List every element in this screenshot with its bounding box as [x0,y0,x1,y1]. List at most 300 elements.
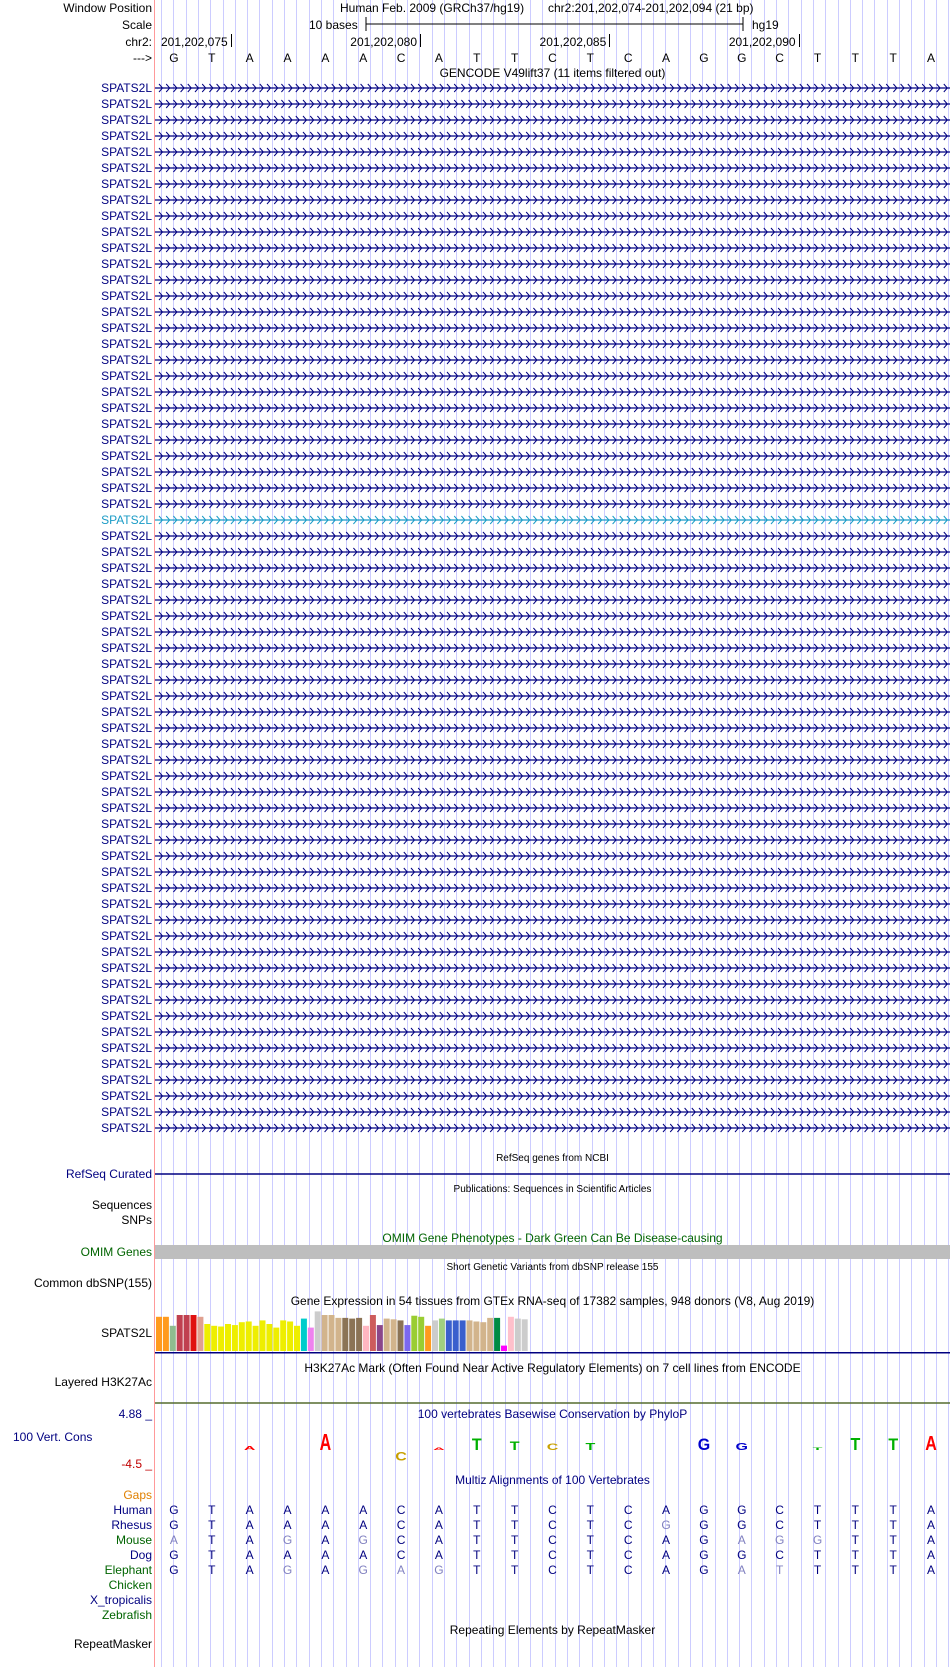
gtex-tissue-bar[interactable] [211,1326,217,1351]
gencode-gene-label[interactable]: SPATS2L [101,1009,152,1023]
gencode-transcript[interactable] [155,337,950,351]
multiz-base: A [321,1518,330,1532]
multiz-track-title: Multiz Alignments of 100 Vertebrates [455,1473,650,1487]
multiz-base: T [851,1503,860,1517]
multiz-base: G [169,1518,179,1532]
gencode-gene-label[interactable]: SPATS2L [101,929,152,943]
gtex-tissue-bar[interactable] [266,1324,272,1351]
gtex-tissue-bar[interactable] [197,1317,203,1351]
gtex-tissue-bar[interactable] [508,1317,514,1351]
gtex-tissue-bar[interactable] [260,1320,266,1351]
conservation-logo-letter: A [319,1430,332,1456]
multiz-base: A [434,1503,443,1517]
gencode-transcript[interactable] [155,145,950,159]
gtex-tissue-bar[interactable] [239,1322,245,1351]
gtex-tissue-bar[interactable] [439,1319,445,1351]
gencode-gene-label[interactable]: SPATS2L [101,657,152,671]
gencode-transcript[interactable] [155,705,950,719]
gencode-transcript[interactable] [155,401,950,415]
gencode-gene-label[interactable]: SPATS2L [101,129,152,143]
multiz-base: A [321,1533,330,1547]
gencode-transcript[interactable] [155,129,950,143]
gencode-transcript[interactable] [155,465,950,479]
scale-label: Scale [121,18,152,32]
gencode-transcript[interactable] [155,609,950,623]
chrom-label: chr2: [125,35,152,49]
conservation-logo-letter: A [925,1431,937,1455]
gencode-gene-label[interactable]: SPATS2L [101,1121,152,1135]
publications-snps-label[interactable]: SNPs [121,1213,152,1227]
gencode-gene-label[interactable]: SPATS2L [101,1105,152,1119]
gencode-gene-label[interactable]: SPATS2L [101,673,152,687]
multiz-base: G [282,1533,293,1547]
multiz-base: T [510,1503,519,1517]
gencode-transcript[interactable] [155,849,950,863]
gtex-tissue-bar[interactable] [163,1317,169,1351]
gencode-transcript[interactable] [155,977,950,991]
multiz-base: A [359,1548,368,1562]
gtex-tissue-bar[interactable] [446,1320,452,1351]
multiz-base: T [586,1503,595,1517]
ruler-tick-mark [231,34,232,47]
gencode-transcript[interactable] [155,769,950,783]
gencode-transcript[interactable] [155,1105,950,1119]
layered-h3k27ac-label[interactable]: Layered H3K27Ac [54,1375,152,1389]
gtex-tissue-bar[interactable] [218,1327,224,1351]
multiz-species-label[interactable]: Human [113,1503,152,1517]
gtex-tissue-bar[interactable] [398,1320,404,1351]
gtex-tissue-bar[interactable] [253,1326,259,1351]
multiz-base: T [586,1518,595,1532]
multiz-species-label[interactable]: Rhesus [111,1518,152,1532]
multiz-base: A [662,1533,671,1547]
gencode-gene-label[interactable]: SPATS2L [101,961,152,975]
refseq-curated-label[interactable]: RefSeq Curated [65,1167,152,1181]
gencode-gene-label[interactable]: SPATS2L [101,113,152,127]
multiz-base: A [662,1548,671,1562]
gencode-gene-label[interactable]: SPATS2L [101,241,152,255]
gencode-gene-label[interactable]: SPATS2L [101,305,152,319]
gencode-gene-label[interactable]: SPATS2L [101,321,152,335]
conservation-logo-letter: T [585,1440,596,1453]
gtex-tissue-bar[interactable] [349,1319,355,1351]
gtex-gene-label[interactable]: SPATS2L [101,1326,152,1340]
gencode-transcript[interactable] [155,785,950,799]
gencode-gene-label[interactable]: SPATS2L [101,801,152,815]
gtex-tissue-bar[interactable] [156,1317,162,1351]
multiz-base: A [245,1503,254,1517]
gencode-transcript[interactable] [155,529,950,543]
multiz-base: T [586,1563,595,1577]
sequence-base: A [359,51,368,65]
gencode-gene-label[interactable]: SPATS2L [101,145,152,159]
gencode-gene-label[interactable]: SPATS2L [101,913,152,927]
gencode-gene-label[interactable]: SPATS2L [101,625,152,639]
db-text: hg19 [752,18,779,32]
gencode-gene-label[interactable]: SPATS2L [101,1025,152,1039]
gtex-tissue-bar[interactable] [315,1311,321,1351]
gencode-gene-label[interactable]: SPATS2L [101,753,152,767]
gencode-gene-label[interactable]: SPATS2L [101,849,152,863]
gtex-tissue-bar[interactable] [335,1318,341,1351]
gencode-gene-label[interactable]: SPATS2L [101,993,152,1007]
gencode-gene-label[interactable]: SPATS2L [101,865,152,879]
gencode-transcript[interactable] [155,369,950,383]
multiz-base: T [889,1533,897,1547]
gencode-gene-label[interactable]: SPATS2L [101,1057,152,1071]
sequence-base: G [737,51,747,65]
multiz-base: T [851,1563,860,1577]
gtex-tissue-bar[interactable] [487,1318,493,1351]
gtex-tissue-bar[interactable] [377,1325,383,1351]
gencode-transcript[interactable] [155,417,950,431]
gtex-tissue-bar[interactable] [280,1320,286,1351]
multiz-base: G [661,1518,671,1532]
conservation-logo-letter: T [888,1435,899,1455]
multiz-base: A [662,1503,671,1517]
multiz-base: T [889,1548,897,1562]
gencode-gene-label[interactable]: SPATS2L [101,257,152,271]
gencode-transcript[interactable] [155,113,950,127]
gencode-transcript[interactable] [155,993,950,1007]
gtex-tissue-bar[interactable] [322,1315,328,1351]
multiz-base: T [813,1548,822,1562]
gencode-transcript[interactable] [155,721,950,735]
dbsnp-track-title: Short Genetic Variants from dbSNP release 155 [446,1262,659,1273]
gencode-transcript[interactable] [155,497,950,511]
gencode-transcript[interactable] [155,449,950,463]
gencode-transcript[interactable] [155,1073,950,1087]
gencode-transcript[interactable] [155,817,950,831]
multiz-base: A [321,1548,330,1562]
ruler-tick-label: 201,202,075 [160,35,228,49]
omim-track-title: OMIM Gene Phenotypes - Dark Green Can Be Disease-causing [382,1231,723,1245]
ruler-tick-mark [799,34,800,47]
gencode-gene-label[interactable]: SPATS2L [101,1041,152,1055]
gtex-tissue-bar[interactable] [391,1319,397,1351]
multiz-base: C [548,1518,557,1532]
multiz-base: A [927,1518,936,1532]
gtex-tissue-bar[interactable] [515,1319,521,1351]
gencode-transcript[interactable] [155,945,950,959]
multiz-base: G [699,1503,709,1517]
gencode-transcript[interactable] [155,1089,950,1103]
sequence-base: T [813,51,822,65]
gencode-gene-label[interactable]: SPATS2L [101,369,152,383]
gencode-gene-label[interactable]: SPATS2L [101,817,152,831]
gencode-transcript[interactable] [155,289,950,303]
gencode-transcript[interactable] [155,641,950,655]
gencode-gene-label[interactable]: SPATS2L [101,785,152,799]
gtex-tissue-bar[interactable] [191,1315,197,1351]
position-text: chr2:201,202,074-201,202,094 (21 bp) [548,1,754,15]
gencode-gene-label[interactable]: SPATS2L [101,545,152,559]
gencode-gene-label[interactable]: SPATS2L [101,449,152,463]
multiz-base: G [812,1533,823,1547]
gtex-tissue-bar[interactable] [473,1321,479,1351]
gtex-tissue-bar[interactable] [418,1317,424,1351]
gtex-tissue-bar[interactable] [294,1326,300,1351]
gtex-tissue-bar[interactable] [363,1326,369,1351]
multiz-base: A [169,1533,178,1547]
gtex-expression-chart[interactable] [155,1305,950,1355]
multiz-base: T [510,1533,519,1547]
gencode-gene-label[interactable]: SPATS2L [101,689,152,703]
multiz-species-label[interactable]: Zebrafish [101,1608,152,1622]
common-dbsnp-label[interactable]: Common dbSNP(155) [33,1276,152,1290]
gencode-transcript[interactable] [155,689,950,703]
gencode-transcript[interactable] [155,833,950,847]
conservation-logo-letter: T [471,1435,482,1455]
multiz-base: C [623,1518,633,1532]
multiz-base: A [283,1503,292,1517]
gencode-transcript[interactable] [155,241,950,255]
gencode-gene-label[interactable]: SPATS2L [101,641,152,655]
gencode-transcript[interactable] [155,321,950,335]
sequence-base: A [283,51,292,65]
gencode-transcript[interactable] [155,353,950,367]
gtex-tissue-bar[interactable] [232,1325,238,1351]
gencode-gene-label[interactable]: SPATS2L [101,977,152,991]
gtex-tissue-bar[interactable] [384,1319,390,1351]
gencode-transcript[interactable] [155,177,950,191]
gencode-gene-label[interactable]: SPATS2L [101,881,152,895]
gencode-gene-label[interactable]: SPATS2L [101,97,152,111]
gtex-tissue-bar[interactable] [370,1315,376,1351]
gencode-transcript[interactable] [155,225,950,239]
gencode-transcript[interactable] [155,561,950,575]
gencode-gene-label[interactable]: SPATS2L [101,273,152,287]
multiz-base: T [586,1548,595,1562]
gencode-transcript[interactable] [155,273,950,287]
gencode-gene-label[interactable]: SPATS2L [101,177,152,191]
multiz-base: T [813,1518,822,1532]
sequence-base: C [548,51,557,65]
gencode-gene-label[interactable]: SPATS2L [101,81,152,95]
sequence-base: T [889,51,897,65]
multiz-species-label[interactable]: Dog [129,1548,152,1562]
multiz-base: G [169,1503,179,1517]
gencode-transcript[interactable] [155,481,950,495]
gencode-gene-label[interactable]: SPATS2L [101,721,152,735]
gtex-tissue-bar[interactable] [404,1325,410,1351]
multiz-base: A [927,1503,936,1517]
gtex-tissue-bar[interactable] [273,1328,279,1351]
gtex-tissue-bar[interactable] [432,1320,438,1351]
gencode-transcript[interactable] [155,161,950,175]
gencode-transcript[interactable] [155,929,950,943]
gtex-tissue-bar[interactable] [204,1324,210,1351]
multiz-base: T [473,1503,481,1517]
gencode-gene-label[interactable]: SPATS2L [101,561,152,575]
multiz-base: A [737,1533,746,1547]
gencode-transcript[interactable] [155,801,950,815]
gtex-tissue-bar[interactable] [329,1315,335,1351]
sequence-base: C [775,51,784,65]
gencode-transcript[interactable] [155,1041,950,1055]
gencode-gene-label[interactable]: SPATS2L [101,945,152,959]
repeatmasker-track-title: Repeating Elements by RepeatMasker [449,1623,656,1637]
gencode-transcript[interactable] [155,433,950,447]
conservation-logo[interactable] [155,1420,950,1470]
gencode-transcript[interactable] [155,257,950,271]
gencode-transcript[interactable] [155,305,950,319]
h3k27ac-baseline [155,1401,950,1405]
gtex-tissue-bar[interactable] [501,1346,507,1351]
gtex-tissue-bar[interactable] [225,1324,231,1351]
omim-gene-bar[interactable] [155,1245,950,1259]
sequence-base: A [245,51,254,65]
gtex-tissue-bar[interactable] [522,1319,528,1351]
publications-sequences-label[interactable]: Sequences [91,1198,152,1212]
multiz-base: T [208,1548,216,1562]
gtex-tissue-bar[interactable] [301,1319,307,1351]
gencode-transcript[interactable] [155,193,950,207]
gencode-gene-label[interactable]: SPATS2L [101,289,152,303]
multiz-base: T [208,1503,216,1517]
multiz-base: A [359,1518,368,1532]
gencode-gene-label[interactable]: SPATS2L [101,577,152,591]
gencode-gene-label[interactable]: SPATS2L [101,833,152,847]
multiz-base: C [775,1518,784,1532]
gtex-tissue-bar[interactable] [170,1326,176,1351]
gencode-transcript[interactable] [155,1009,950,1023]
gencode-transcript[interactable] [155,385,950,399]
refseq-gene-line[interactable] [155,1172,950,1176]
gencode-transcript[interactable] [155,209,950,223]
gencode-gene-label[interactable]: SPATS2L [101,433,152,447]
gencode-gene-label[interactable]: SPATS2L [101,1089,152,1103]
ruler-tick-mark [420,34,421,47]
multiz-base: T [851,1533,860,1547]
gencode-gene-label[interactable]: SPATS2L [101,193,152,207]
conservation-logo-letter: C [395,1449,407,1463]
multiz-gaps-label[interactable]: Gaps [123,1488,152,1502]
gencode-gene-label[interactable]: SPATS2L [101,769,152,783]
gencode-transcript[interactable] [155,897,950,911]
gencode-transcript[interactable] [155,961,950,975]
gencode-transcript[interactable] [155,657,950,671]
ruler-tick-mark [609,34,610,47]
multiz-base: C [548,1533,557,1547]
multiz-base: T [813,1563,822,1577]
gencode-gene-label[interactable]: SPATS2L [101,401,152,415]
multiz-base: A [434,1518,443,1532]
gencode-gene-label[interactable]: SPATS2L [101,513,152,527]
gencode-gene-label[interactable]: SPATS2L [101,529,152,543]
gencode-transcript[interactable] [155,753,950,767]
multiz-base: T [851,1518,860,1532]
gencode-gene-label[interactable]: SPATS2L [101,209,152,223]
multiz-species-label[interactable]: X_tropicalis [89,1593,152,1607]
gtex-tissue-bar[interactable] [287,1321,293,1351]
gtex-tissue-bar[interactable] [184,1315,190,1351]
multiz-species-label[interactable]: Elephant [104,1563,152,1577]
gtex-tissue-bar[interactable] [411,1316,417,1351]
gencode-gene-label[interactable]: SPATS2L [101,705,152,719]
multiz-base: C [623,1548,633,1562]
gencode-gene-label[interactable]: SPATS2L [101,465,152,479]
gencode-transcript[interactable] [155,81,950,95]
gencode-transcript[interactable] [155,913,950,927]
multiz-base: A [737,1563,746,1577]
gtex-tissue-bar[interactable] [177,1315,183,1351]
gencode-gene-label[interactable]: SPATS2L [101,353,152,367]
gencode-gene-label[interactable]: SPATS2L [101,337,152,351]
gtex-tissue-bar[interactable] [425,1326,431,1351]
gencode-transcript[interactable] [155,865,950,879]
gencode-transcript[interactable] [155,1025,950,1039]
ruler-tick-label: 201,202,080 [350,35,417,49]
gencode-transcript[interactable] [155,97,950,111]
gencode-gene-label[interactable]: SPATS2L [101,497,152,511]
gencode-gene-label[interactable]: SPATS2L [101,593,152,607]
multiz-species-label[interactable]: Chicken [108,1578,152,1592]
multiz-base: C [775,1548,784,1562]
multiz-base: G [774,1533,785,1547]
sequence-base: A [434,51,443,65]
sequence-base: T [586,51,595,65]
multiz-base: C [548,1503,557,1517]
sequence-base: C [623,51,633,65]
conservation-track-label[interactable]: 100 Vert. Cons [13,1430,93,1444]
gencode-transcript[interactable] [155,881,950,895]
gencode-gene-label[interactable]: SPATS2L [101,897,152,911]
sequence-base: T [473,51,481,65]
multiz-base: A [927,1563,936,1577]
gtex-tissue-bar[interactable] [356,1318,362,1351]
multiz-base: T [473,1533,481,1547]
gencode-gene-label[interactable]: SPATS2L [101,1073,152,1087]
omim-genes-label[interactable]: OMIM Genes [80,1245,152,1259]
multiz-base: A [434,1548,443,1562]
gtex-tissue-bar[interactable] [342,1318,348,1351]
conservation-logo-letter: G [735,1440,749,1453]
gencode-gene-label[interactable]: SPATS2L [101,225,152,239]
multiz-base: G [699,1518,709,1532]
gencode-transcript[interactable] [155,577,950,591]
gencode-transcript[interactable] [155,673,950,687]
gencode-transcript[interactable] [155,593,950,607]
gencode-transcript[interactable] [155,737,950,751]
gencode-gene-label[interactable]: SPATS2L [101,417,152,431]
repeatmasker-label[interactable]: RepeatMasker [73,1637,152,1651]
multiz-species-label[interactable]: Mouse [115,1533,152,1547]
gtex-tissue-bar[interactable] [494,1318,500,1351]
gtex-tissue-bar[interactable] [467,1320,473,1351]
gencode-gene-label[interactable]: SPATS2L [101,737,152,751]
gencode-transcript[interactable] [155,513,950,527]
multiz-base: T [889,1503,897,1517]
gencode-gene-label[interactable]: SPATS2L [101,385,152,399]
gencode-transcript[interactable] [155,625,950,639]
gtex-tissue-bar[interactable] [308,1328,314,1351]
sequence-base: G [699,51,709,65]
gtex-tissue-bar[interactable] [453,1320,459,1351]
multiz-base: C [548,1548,557,1562]
multiz-base: A [662,1563,671,1577]
gtex-tissue-bar[interactable] [480,1322,486,1351]
gtex-tissue-bar[interactable] [246,1321,252,1351]
gencode-transcript[interactable] [155,1121,950,1135]
gtex-tissue-bar[interactable] [460,1320,466,1351]
gencode-gene-label[interactable]: SPATS2L [101,609,152,623]
multiz-base: G [737,1503,747,1517]
gencode-transcript[interactable] [155,545,950,559]
gencode-gene-label[interactable]: SPATS2L [101,481,152,495]
gencode-gene-label[interactable]: SPATS2L [101,161,152,175]
gencode-transcript[interactable] [155,1057,950,1071]
